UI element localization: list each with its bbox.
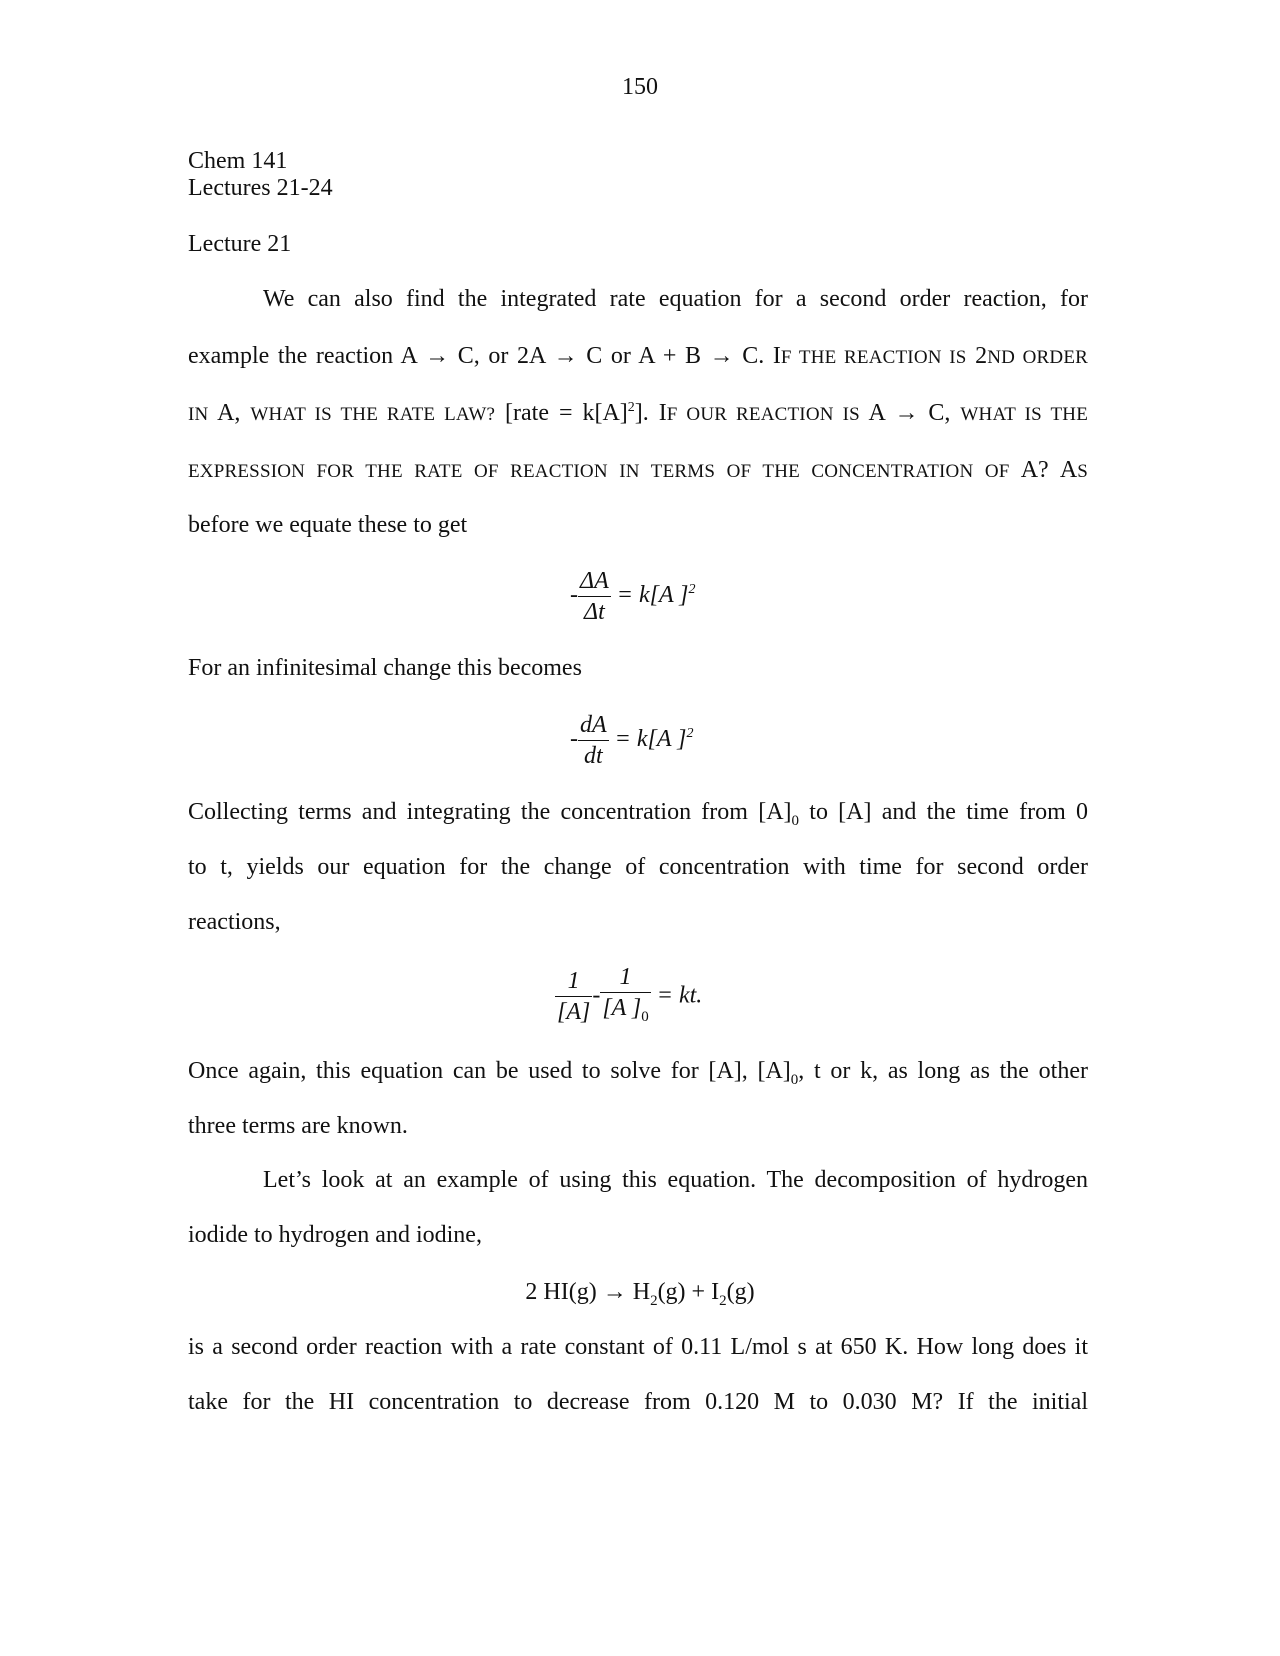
paragraph-line: example the reaction A → C, or 2A → C or A + B → C. IF THE REACTION IS 2ND ORDER xyxy=(188,343,1089,369)
page-number: 150 xyxy=(622,74,658,100)
lectures-range: Lectures 21-24 xyxy=(188,175,333,201)
differential-rate-equation: - $\frac{dA}{dt}$ = k[A ]$^2$ xyxy=(570,712,694,769)
paragraph-line: three terms are known. xyxy=(188,1113,408,1139)
paragraph-line: is a second order reaction with a rate constant of 0.11 L/mol s at 650 K. How long does it xyxy=(188,1334,1088,1360)
chemical-reaction: 2 $HI(g) \to H_2(g) + I_2(g)$ xyxy=(525,1279,755,1309)
paragraph-line: iodide to hydrogen and iodine, xyxy=(188,1222,482,1248)
course-title: Chem 141 xyxy=(188,148,288,174)
paragraph-line: For an infinitesimal change this becomes xyxy=(188,655,582,681)
paragraph-line: Let’s look at an example of using this equation. The decomposition of hydrogen xyxy=(263,1167,1088,1193)
paragraph-line: before we equate these to get xyxy=(188,512,468,538)
paragraph-line: reactions, xyxy=(188,909,281,935)
paragraph-line: EXPRESSION FOR THE RATE OF REACTION IN TERMS OF THE CONCENTRATION OF A? AS xyxy=(188,457,1088,483)
lecture-heading: Lecture 21 xyxy=(188,231,292,257)
paragraph-line: Collecting terms and integrating the concentration from $[A]_0$ to [A] and the time from 0 xyxy=(188,799,1088,829)
paragraph-line: We can also find the integrated rate equation for a second order reaction, for xyxy=(263,286,1088,312)
paragraph-line: Once again, this equation can be used to solve for [A], $[A]_0$, t or k, as long as the other xyxy=(188,1058,1088,1088)
paragraph-line: to t, yields our equation for the change of concentration with time for second order xyxy=(188,854,1088,880)
rate-equation: - $\frac{\Delta A}{\Delta t}$ = k[A ]$^2$ xyxy=(570,568,696,625)
paragraph-line: take for the HI concentration to decrease from 0.120 M to 0.030 M? If the initial xyxy=(188,1389,1088,1415)
paragraph-line: IN A, WHAT IS THE RATE LAW? [rate = $k[A]^2$]. IF OUR REACTION IS A → C, WHAT IS THE xyxy=(188,400,1089,426)
integrated-rate-equation: $\frac{1}{[A]}$ - $\frac{1}{[A ]_0}$ = kt. xyxy=(557,964,703,1026)
